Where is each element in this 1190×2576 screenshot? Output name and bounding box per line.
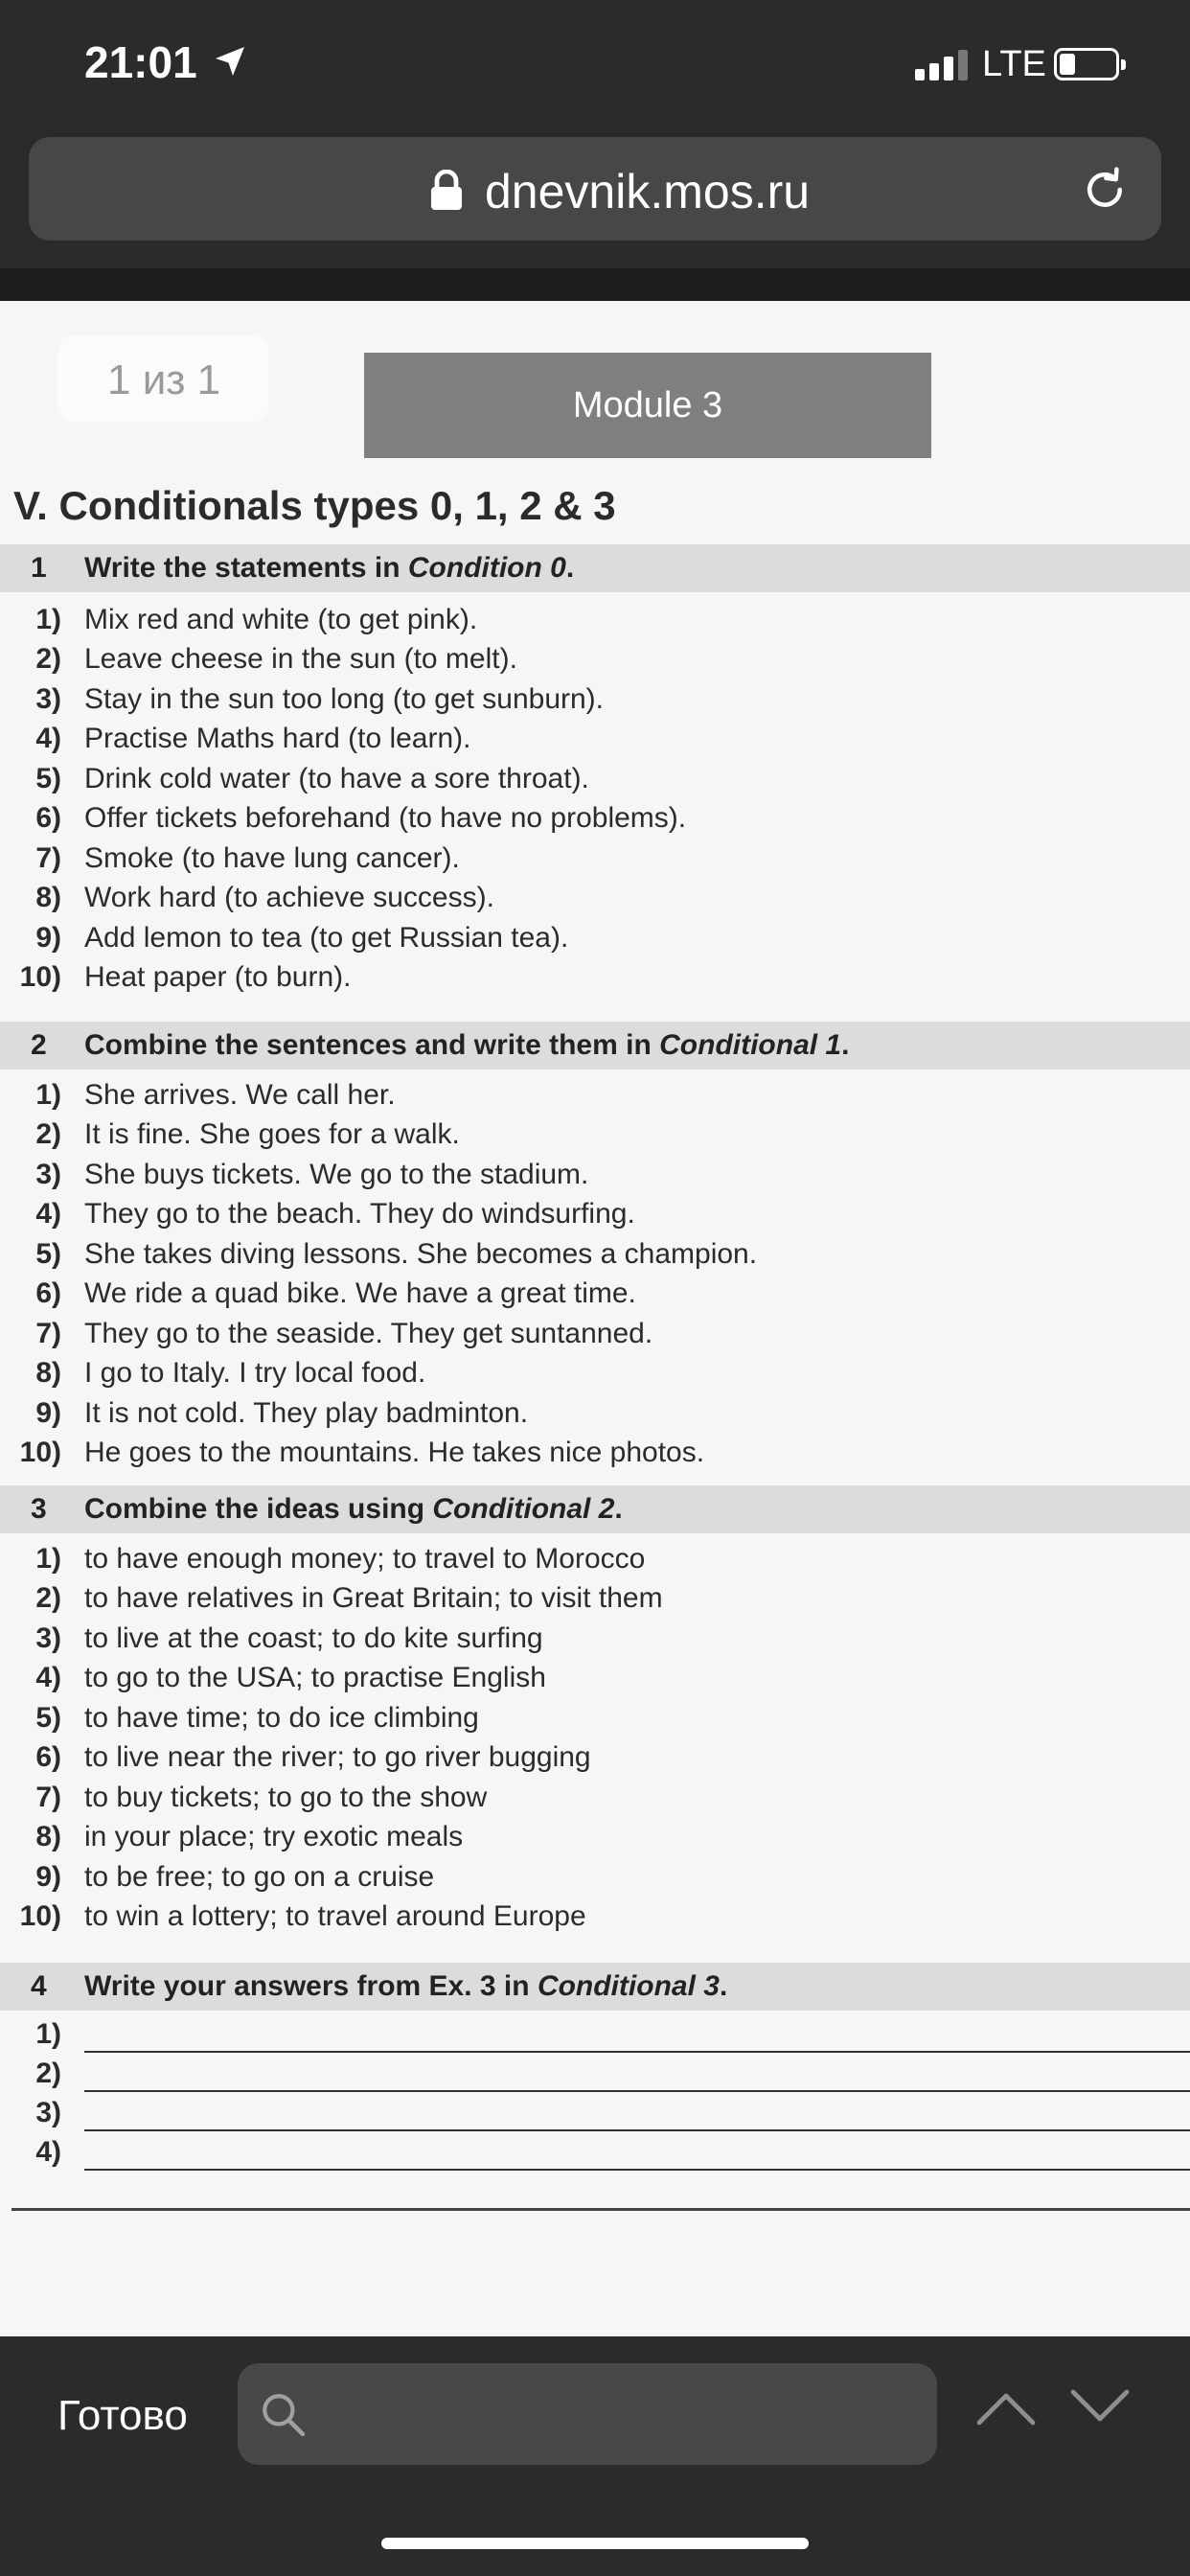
- url-text[interactable]: dnevnik.mos.ru: [485, 165, 811, 218]
- section-number: 1: [31, 552, 47, 584]
- section-2-header: [0, 1022, 1190, 1070]
- find-toolbar: [0, 2336, 1190, 2576]
- section-4-header: [0, 1963, 1190, 2011]
- find-field[interactable]: [238, 2363, 937, 2465]
- chevron-up-icon[interactable]: [975, 2388, 1037, 2426]
- section-1-header: [0, 544, 1190, 592]
- section-3-header: [0, 1485, 1190, 1533]
- answer-line: [84, 2051, 1190, 2053]
- reload-icon[interactable]: [1079, 164, 1131, 216]
- find-input[interactable]: [324, 2382, 912, 2446]
- status-time: 21:01: [84, 37, 197, 87]
- section-instruction: Write the statements in Condition 0.: [84, 552, 575, 584]
- answer-line: [84, 2169, 1190, 2171]
- section-instruction: Combine the ideas using Conditional 2.: [84, 1493, 623, 1525]
- address-bar[interactable]: [29, 137, 1161, 241]
- page-indicator: [57, 335, 268, 422]
- section-instruction: Combine the sentences and write them in Conditional 1.: [84, 1029, 850, 1061]
- status-bar: [0, 0, 1190, 129]
- section-number: 3: [31, 1493, 47, 1525]
- module-label: Module 3: [572, 385, 723, 426]
- viewer-divider: [0, 268, 1190, 301]
- module-banner: [364, 353, 931, 458]
- section-number: 2: [31, 1029, 47, 1061]
- search-icon: [259, 2390, 307, 2438]
- chevron-down-icon[interactable]: [1069, 2388, 1131, 2426]
- signal-bars-icon: [915, 50, 969, 80]
- battery-icon: [1054, 48, 1119, 80]
- network-type: LTE: [982, 44, 1046, 84]
- answer-line: [84, 2090, 1190, 2092]
- done-button[interactable]: Готово: [57, 2392, 188, 2439]
- section-number: 4: [31, 1970, 47, 2002]
- answer-line: [84, 2129, 1190, 2131]
- page-bottom-rule: [11, 2208, 1190, 2211]
- location-arrow-icon: [213, 44, 247, 79]
- home-indicator[interactable]: [381, 2538, 809, 2549]
- page-title: V. Conditionals types 0, 1, 2 & 3: [13, 483, 616, 528]
- section-instruction: Write your answers from Ex. 3 in Conditional 3.: [84, 1970, 728, 2002]
- document-page[interactable]: 1 из 1 Module 3 V. Conditionals types 0, 1, 2 & 3 1 Write the statements in Condition 0. 1) Mix red and white (to get pink). 2) Leave cheese in the sun (to melt). 3) Stay in the sun too long (to get sunburn). 4) Practise Maths hard (to learn). 5) Drink cold water (to have a sore throat). 6) Offer tickets beforehand (to have no problems). 7) Smoke (to have lung cancer). 8) Work hard (to achieve success). 9) Add lemon to tea (to get Russian tea). 10) Heat paper (to burn). 2 Combine the sentences and write them in Conditional 1. 1) She arrives. We call her. 2) It is fine. She goes for a walk. 3) She buys tickets. We go to the stadium. 4) They go to the beach. They do windsurfing. 5) She takes diving lessons. She becomes a champion. 6) We ride a quad bike. We have a great time. 7) They go to the seaside. They get suntanned. 8) I go to Italy. I try local food. 9) It is not cold. They play badminton. 10) He goes to the mountains. He takes nice photos. 3 Combine the ideas using Conditional 2. 1) to have enough money; to travel to Morocco 2) to have relatives in Great Britain; to visit them 3) to live at the coast; to do kite surfing 4) to go to the USA; to practise English 5) to have time; to do ice climbing 6) to live near the river; to go river bugging 7) to buy tickets; to go to the show 8) in your place; try exotic meals 9) to be free; to go on a cruise 10) to win a lottery; to travel around Europe 4 Write your answers from Ex. 3 in Conditional 3. 1) 2) 3) 4): [0, 301, 1190, 2336]
- lock-icon: [429, 170, 464, 212]
- page-indicator-text: 1 из 1: [107, 356, 221, 403]
